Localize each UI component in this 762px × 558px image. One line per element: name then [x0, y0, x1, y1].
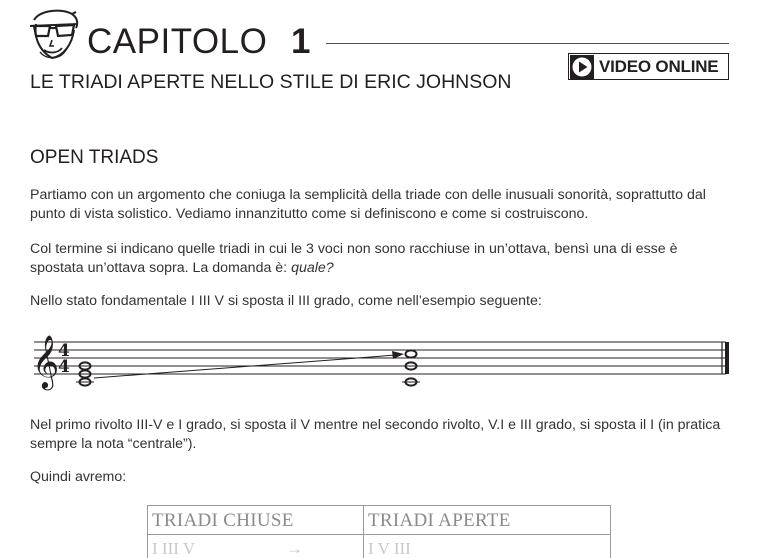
- paragraph-definition-question: quale?: [291, 260, 334, 276]
- paragraph-intro: Partiamo con un argomento che coniuga la semplicità della triade con delle inusuali sonorità, soprattutto dal punto di vista solistico. Vediamo innanzitutto come si definiscono e come si costruiscono.: [30, 187, 706, 222]
- header-divider: [326, 43, 729, 44]
- time-signature-bottom: 4: [58, 357, 70, 377]
- section-heading: OPEN TRIADS: [30, 147, 159, 168]
- open-chord: [402, 350, 420, 385]
- treble-clef-icon: 𝄞: [32, 335, 60, 388]
- table-cell-open: I V III: [368, 539, 411, 558]
- chapter-subtitle: LE TRIADI APERTE NELLO STILE DI ERIC JOHNSON: [30, 71, 512, 93]
- face-logo-icon: [26, 6, 82, 62]
- music-staff-example: [28, 335, 738, 395]
- video-online-button[interactable]: [568, 53, 729, 80]
- table-header-open: TRIADI APERTE: [368, 510, 511, 531]
- time-signature-top: 4: [58, 341, 70, 361]
- triads-table: [147, 505, 611, 558]
- chapter-title: CAPITOLO: [87, 22, 268, 61]
- paragraph-definition-text: Col termine si indicano quelle triadi in cui le 3 voci non sono racchiuse in un’ottava, bensì una di esse è spostata un’ottava sopra. La domanda è:: [30, 241, 678, 276]
- paragraph-conclusion: Quindi avremo:: [30, 469, 127, 485]
- table-column-divider: [363, 505, 364, 558]
- paragraph-root-position: Nello stato fondamentale I III V si sposta il III grado, come nell’esempio seguente:: [30, 293, 542, 309]
- table-header-divider: [147, 534, 611, 535]
- table-cell-arrow: →: [286, 539, 303, 558]
- table-cell-closed: I III V: [152, 539, 196, 558]
- paragraph-inversions: Nel primo rivolto III-V e I grado, si sposta il V mentre nel secondo rivolto, V.I e III grado, si sposta il I (in pratica sempre la nota “centrale”).: [30, 417, 721, 452]
- play-icon: [570, 55, 594, 79]
- table-header-closed: TRIADI CHIUSE: [152, 510, 294, 531]
- chapter-number: 1: [291, 22, 311, 61]
- paragraph-definition: [30, 240, 735, 278]
- video-online-label: VIDEO ONLINE: [599, 56, 719, 76]
- staff-lines: [34, 342, 726, 374]
